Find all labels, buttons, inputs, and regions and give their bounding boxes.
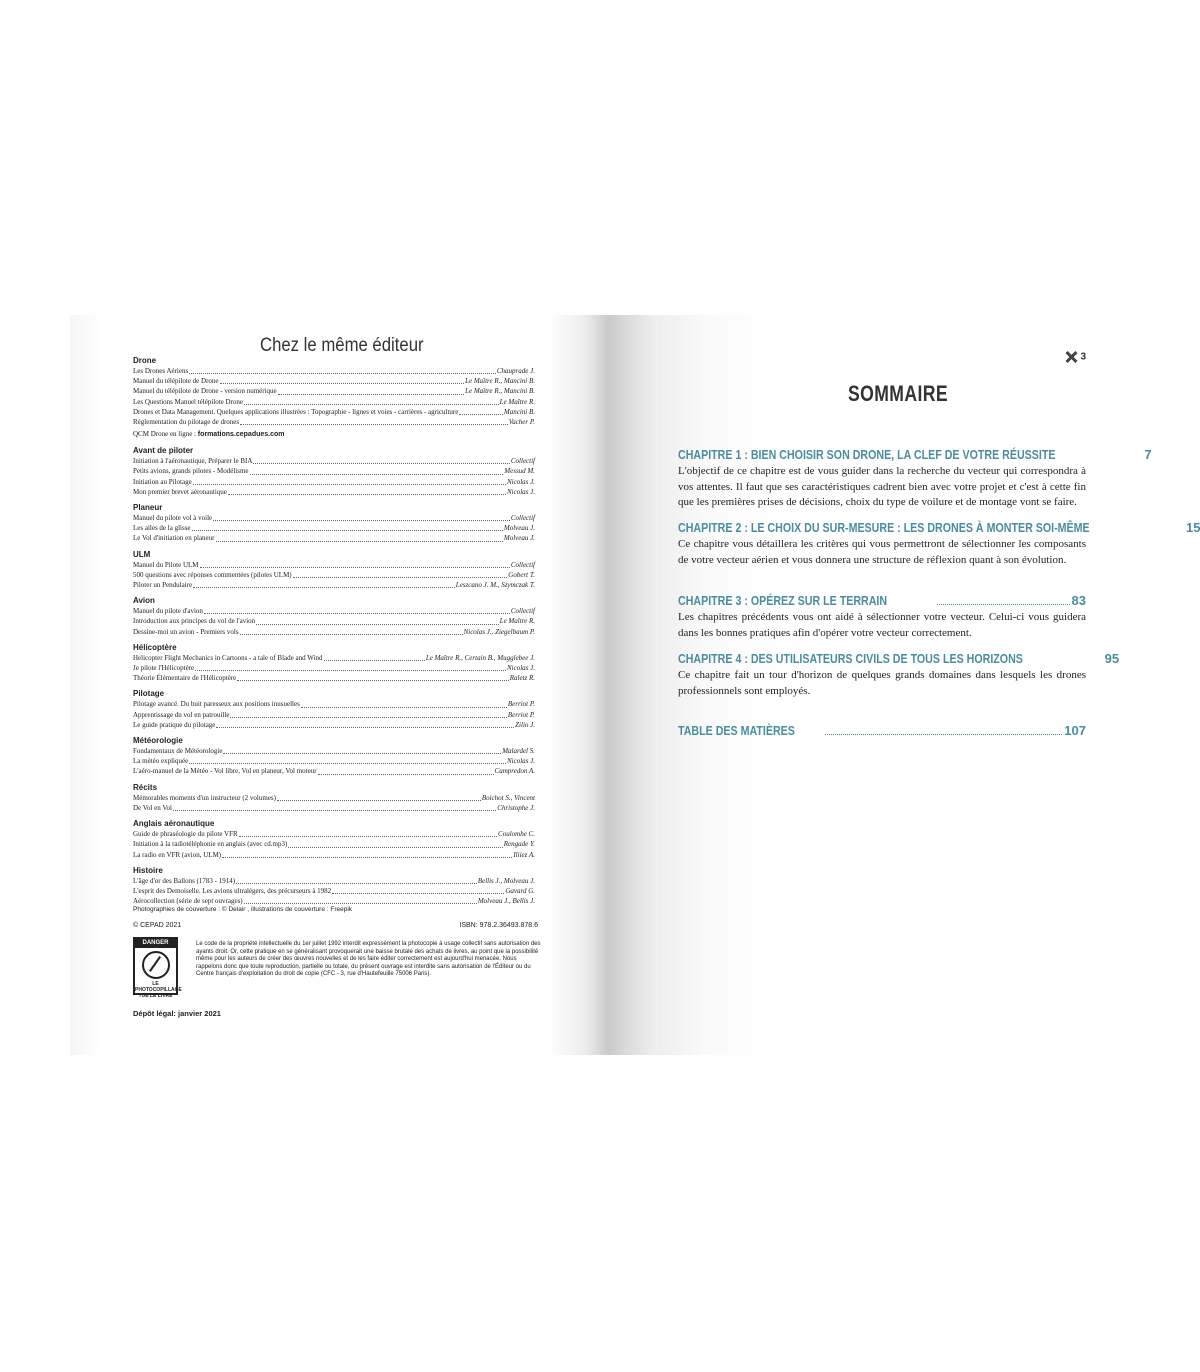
leader-dots xyxy=(240,634,463,635)
book-title: Fondamentaux de Météorologie xyxy=(133,747,223,756)
leader-dots xyxy=(293,577,508,578)
catalog-item xyxy=(133,570,535,580)
book-author: Bellis J., Molveau J. xyxy=(477,876,535,885)
sommaire-title: SOMMAIRE xyxy=(848,381,948,406)
leader-dots xyxy=(192,530,503,531)
leader-dots xyxy=(240,424,508,425)
catalog-item xyxy=(133,456,535,466)
book-title: Drones et Data Management. Quelques applications illustrées : Topographie - lignes et voies - carrières - agriculture xyxy=(133,407,459,416)
book-title: Manuel du télépilote de Drone - version numérique xyxy=(133,387,277,396)
copyright-row xyxy=(133,922,538,929)
leader-dots xyxy=(173,810,496,811)
category-heading: Météorologie xyxy=(133,736,183,746)
toc-heading[interactable] xyxy=(678,593,1086,608)
leader-dots xyxy=(332,893,504,894)
chapter-description: Ce chapitre vous détaillera les critères qui vous permettront de sélectionner les composants de votre vecteur aérien et vous donnera une structure de réflexion quant à son évolution. xyxy=(678,538,1086,566)
catalog-item xyxy=(133,477,535,487)
category-heading: ULM xyxy=(133,549,151,559)
book-title: Piloter un Pendulaire xyxy=(133,581,193,590)
leader-dots xyxy=(193,484,506,485)
book-author: Malardel S. xyxy=(502,747,535,756)
book-title: Manuel du pilote vol à voile xyxy=(133,514,213,523)
catalog-item xyxy=(133,560,535,570)
book-title: Petits avions, grands pilotes - Modélisme xyxy=(133,467,249,476)
chapter-page: 95 xyxy=(1104,651,1120,666)
book-title: Apprentissage du vol en patrouille xyxy=(133,710,230,719)
book-title: Initiation à la radiotéléphonie en anglais (avec cd.mp3) xyxy=(133,840,288,849)
leader-dots xyxy=(204,613,510,614)
leader-dots xyxy=(318,774,494,775)
catalog-item xyxy=(133,417,535,427)
book-title: Je pilote l'Hélicoptère xyxy=(133,664,195,673)
catalog-item xyxy=(133,397,535,407)
book-title: De Vol en Vol xyxy=(133,803,172,812)
book-title: Réglementation du pilotage de drones xyxy=(133,418,240,427)
book-author: Molveau J., Bellis J. xyxy=(477,897,535,906)
category-heading: Hélicoptère xyxy=(133,642,177,652)
book-author: Rengade Y. xyxy=(503,840,535,849)
category-heading: Anglais aéronautique xyxy=(133,819,215,829)
book-title: Pilotage avancé. Du buit paresseux aux positions inusuelles xyxy=(133,700,300,709)
catalog-item xyxy=(133,886,535,896)
book-author: Gavard G. xyxy=(505,886,535,895)
leader-dots xyxy=(213,520,510,521)
leader-dots xyxy=(301,707,507,708)
leader-dots xyxy=(193,587,455,588)
leader-dots xyxy=(277,800,481,801)
book-author: Collectif xyxy=(510,457,535,466)
leader-dots xyxy=(239,836,497,837)
book-author: Berriot P. xyxy=(507,700,535,709)
book-author: Le Maître R., Mancini B. xyxy=(465,387,535,396)
book-title: La météo expliquée xyxy=(133,757,189,766)
catalog-item xyxy=(133,720,535,730)
book-title: Le Vol d'initiation en planeur xyxy=(133,534,215,543)
catalog-list xyxy=(133,355,535,906)
book-author: Boichot S., Vincent xyxy=(481,793,535,802)
leader-dots xyxy=(216,541,503,542)
chapter-title: CHAPITRE 2 : LE CHOIX DU SUR-MESURE : LES DRONES À MONTER SOI-MÊME xyxy=(678,520,1090,535)
book-author: Le Maître R. xyxy=(499,617,535,626)
toc-heading[interactable] xyxy=(678,651,1120,666)
catalog-item xyxy=(133,386,535,396)
qcm-label: QCM Drone en ligne : xyxy=(133,430,198,439)
leader-dots xyxy=(244,404,499,405)
leader-dots xyxy=(937,604,1070,605)
leader-dots xyxy=(189,373,496,374)
book-title: Les Drones Aériens xyxy=(133,367,189,375)
category-heading: Planeur xyxy=(133,503,163,513)
leader-dots xyxy=(256,624,498,625)
book-title: L'aéro-manuel de la Météo - Vol libre, Vol en planeur, Vol moteur xyxy=(133,767,317,776)
legal-notice: Le code de la propriété intellectuelle du 1er juillet 1992 interdit expressément la photocopie à usage collectif sans autorisation des ayants droit. Or, cette pratique en se généralisant provoquerait une baisse brutale des achats de livres, au point que la possibilité même pour les auteurs de créer des œuvres nouvelles et de les faire éditer correctement est aujourd'hui menacée. Nous rappelons donc que toute reproduction, partielle ou totale, du présent ouvrage est interdite sans autorisation de l'Éditeur ou du Centre français d'exploitation du droit de copie (CFC - 3, rue d'Hautefeuille 75006 Paris). xyxy=(196,941,541,977)
catalog-item xyxy=(133,746,535,756)
leader-dots xyxy=(253,463,509,464)
book-author: Collectif xyxy=(510,607,535,616)
catalog-item xyxy=(133,756,535,766)
chapter-page: 15 xyxy=(1185,520,1200,535)
book-spread xyxy=(70,315,1200,1055)
book-title: L'âge d'or des Ballons (1783 - 1914) xyxy=(133,876,236,885)
category-heading: Pilotage xyxy=(133,689,165,699)
page-title: Chez le même éditeur xyxy=(260,335,424,356)
leader-dots xyxy=(236,883,477,884)
book-author: Le Maître R., Mancini B. xyxy=(465,377,535,386)
book-author: Nicolas J., Ziegelbaum P. xyxy=(463,627,535,636)
book-author: Collectif xyxy=(510,514,535,523)
catalog-item xyxy=(133,533,535,543)
qcm-link[interactable]: formations.cepadues.com xyxy=(197,431,285,439)
book-title: Mémorables moments d'un instructeur (2 volumes) xyxy=(133,793,276,802)
catalog-item xyxy=(133,839,535,849)
book-author: Nicolas J. xyxy=(507,757,535,766)
category-heading: Histoire xyxy=(133,865,163,875)
badge-top: DANGER xyxy=(135,939,176,948)
catalog-item xyxy=(133,710,535,720)
book-author: Chauprade J. xyxy=(496,367,535,375)
book-author: Campredon A. xyxy=(494,767,535,776)
chapter-title: CHAPITRE 1 : BIEN CHOISIR SON DRONE, LA CLEF DE VOTRE RÉUSSITE xyxy=(678,447,1056,462)
book-title: Le guide pratique du pilotage xyxy=(133,720,216,729)
catalog-item xyxy=(133,606,535,616)
book-author: Zilio J. xyxy=(515,720,535,729)
leader-dots xyxy=(288,847,502,848)
leader-dots xyxy=(189,763,506,764)
book-title: L'esprit des Demoiselle. Les avions ultralégers, des précurseurs à 1982 xyxy=(133,886,332,895)
book-author: Collectif xyxy=(510,560,535,569)
leader-dots xyxy=(216,727,514,728)
book-title: Manuel du télépilote de Drone xyxy=(133,377,219,386)
book-title: Dessine-moi un avion - Premiers vols xyxy=(133,627,239,636)
toc-heading[interactable] xyxy=(678,723,1086,738)
catalog-item xyxy=(133,407,535,417)
catalog-item xyxy=(133,616,535,626)
catalog-item xyxy=(133,673,535,683)
qcm-online xyxy=(133,429,535,440)
book-title: Les ailes de la glisse xyxy=(133,524,191,533)
book-author: Berriot P. xyxy=(507,710,535,719)
book-title: Manuel du Pilote ULM xyxy=(133,560,199,569)
category-heading: Avant de piloter xyxy=(133,446,194,456)
leader-dots xyxy=(324,660,425,661)
leader-dots xyxy=(250,474,504,475)
leader-dots xyxy=(459,414,503,415)
leader-dots xyxy=(228,494,506,495)
toc-entry[interactable] xyxy=(678,593,1086,641)
category-heading: Récits xyxy=(133,782,158,792)
badge-bottom: LE PHOTOCOPILLAGE TUE LE LIVRE xyxy=(135,981,182,999)
toc-entry[interactable] xyxy=(678,651,1120,699)
leader-dots xyxy=(195,670,506,671)
book-title: La radio en VFR (avion, ULM) xyxy=(133,850,222,859)
book-title: 500 questions avec réponses commentées (pilotes ULM) xyxy=(133,570,292,579)
book-author: Vacher P. xyxy=(508,418,535,427)
book-author: Leszcano J. M., Szymczak T. xyxy=(455,581,535,590)
catalog-item xyxy=(133,829,535,839)
book-author: Gobert T. xyxy=(508,570,535,579)
leader-dots xyxy=(222,857,512,858)
photo-credits: Photographies de couverture : © Delair , illustrations de couverture : Freepik xyxy=(133,906,353,913)
book-title: Initiation à l'aéronautique, Préparer le BIA xyxy=(133,457,253,466)
leader-dots xyxy=(278,394,464,395)
copyright: © CEPAD 2021 xyxy=(133,922,182,929)
book-title: Helicopter Flight Mechanics in Cartoons - a tale of Blade and Wind xyxy=(133,653,323,662)
chapter-page: 107 xyxy=(1064,723,1086,738)
no-copy-icon xyxy=(142,951,170,979)
toc-heading[interactable] xyxy=(678,447,1152,462)
book-title: Les Questions Manuel télépilote Drone xyxy=(133,397,244,406)
book-author: Coulombe C. xyxy=(498,830,535,839)
book-author: Le Maître R. xyxy=(499,397,535,406)
book-author: Mancini B. xyxy=(503,407,535,416)
page-number-text: 3 xyxy=(1080,351,1086,363)
right-page xyxy=(658,315,1200,1055)
catalog-item xyxy=(133,876,535,886)
leader-dots xyxy=(237,680,508,681)
book-title: Introduction aux principes du vol de l'avion xyxy=(133,617,256,626)
chapter-page: 7 xyxy=(1144,447,1152,462)
catalog-item xyxy=(133,699,535,709)
book-gutter xyxy=(548,315,658,1055)
book-title: Initiation au Pilotage xyxy=(133,477,192,486)
chapter-page: 83 xyxy=(1071,593,1086,608)
catalog-item xyxy=(133,376,535,386)
photocopillage-badge xyxy=(133,937,182,999)
chapter-title: TABLE DES MATIÈRES xyxy=(678,723,795,738)
catalog-item xyxy=(133,653,535,663)
catalog-item xyxy=(133,663,535,673)
leader-dots xyxy=(223,753,501,754)
catalog-item xyxy=(133,627,535,637)
book-author: Iliiez A. xyxy=(513,850,535,859)
leader-dots xyxy=(230,717,506,718)
book-author: Le Maître R., Certain B., Mugglebee J. xyxy=(425,653,535,662)
book-author: Nicolas J. xyxy=(507,664,535,673)
leader-dots xyxy=(825,734,1063,735)
book-author: Messud M. xyxy=(504,467,535,476)
catalog-item xyxy=(133,766,535,776)
leader-dots xyxy=(244,903,477,904)
chapter-title: CHAPITRE 4 : DES UTILISATEURS CIVILS DE TOUS LES HORIZONS xyxy=(678,651,1023,666)
catalog-item xyxy=(133,487,535,497)
book-title: Guide de phraséologie du pilote VFR xyxy=(133,830,238,839)
chapter-title: CHAPITRE 3 : OPÉREZ SUR LE TERRAIN xyxy=(678,593,888,608)
book-author: Christophe J. xyxy=(497,803,535,812)
category-heading: Drone xyxy=(133,356,157,365)
book-title: Aérocollection (série de sept ouvrages) xyxy=(133,897,243,906)
toc-heading[interactable] xyxy=(678,520,1200,535)
category-heading: Avion xyxy=(133,596,155,606)
page-number xyxy=(1065,351,1086,363)
drone-icon xyxy=(1065,351,1077,363)
chapter-description: Ce chapitre fait un tour d'horizon de quelques grands domaines dans lesquels les drones professionnels sont employés. xyxy=(678,669,1086,697)
leader-dots xyxy=(200,567,510,568)
book-title: Mon premier brevet aéronautique xyxy=(133,487,227,496)
book-author: Nicolas J. xyxy=(507,477,535,486)
catalog-item xyxy=(133,523,535,533)
book-author: Raletz R. xyxy=(509,674,535,683)
toc-entry[interactable] xyxy=(678,723,1086,738)
catalog-item xyxy=(133,366,535,376)
depot-legal: Dépôt légal: janvier 2021 xyxy=(133,1009,221,1018)
catalog-item xyxy=(133,850,535,860)
leader-dots xyxy=(220,383,465,384)
isbn: ISBN: 978.2.36493.878.6 xyxy=(459,922,538,929)
toc-entry[interactable] xyxy=(678,520,1200,568)
catalog-item xyxy=(133,466,535,476)
book-title: Théorie Élémentaire de l'Hélicoptère xyxy=(133,674,237,683)
catalog-item xyxy=(133,793,535,803)
catalog-item xyxy=(133,803,535,813)
book-title: Manuel du pilote d'avion xyxy=(133,607,203,616)
book-author: Molveau J. xyxy=(503,524,535,533)
catalog-item xyxy=(133,580,535,590)
chapter-description: Les chapitres précédents vous ont aidé à sélectionner votre vecteur. Celui-ci vous guidera dans les bonnes pratiques afin d'opérer votre vecteur correctement. xyxy=(678,611,1086,639)
chapter-description: L'objectif de ce chapitre est de vous guider dans la recherche du vecteur qui correspondra à vos attentes. Il faut que ses caractéristiques cadrent bien avec votre projet et c'est à cette fin que les premières prises de décisions, choix du type de voilure et de montage vont se faire. xyxy=(678,465,1086,508)
book-author: Nicolas J. xyxy=(507,487,535,496)
catalog-item xyxy=(133,896,535,906)
book-author: Molveau J. xyxy=(503,534,535,543)
catalog-item xyxy=(133,513,535,523)
left-page xyxy=(70,315,598,1055)
toc-entry[interactable] xyxy=(678,447,1152,511)
